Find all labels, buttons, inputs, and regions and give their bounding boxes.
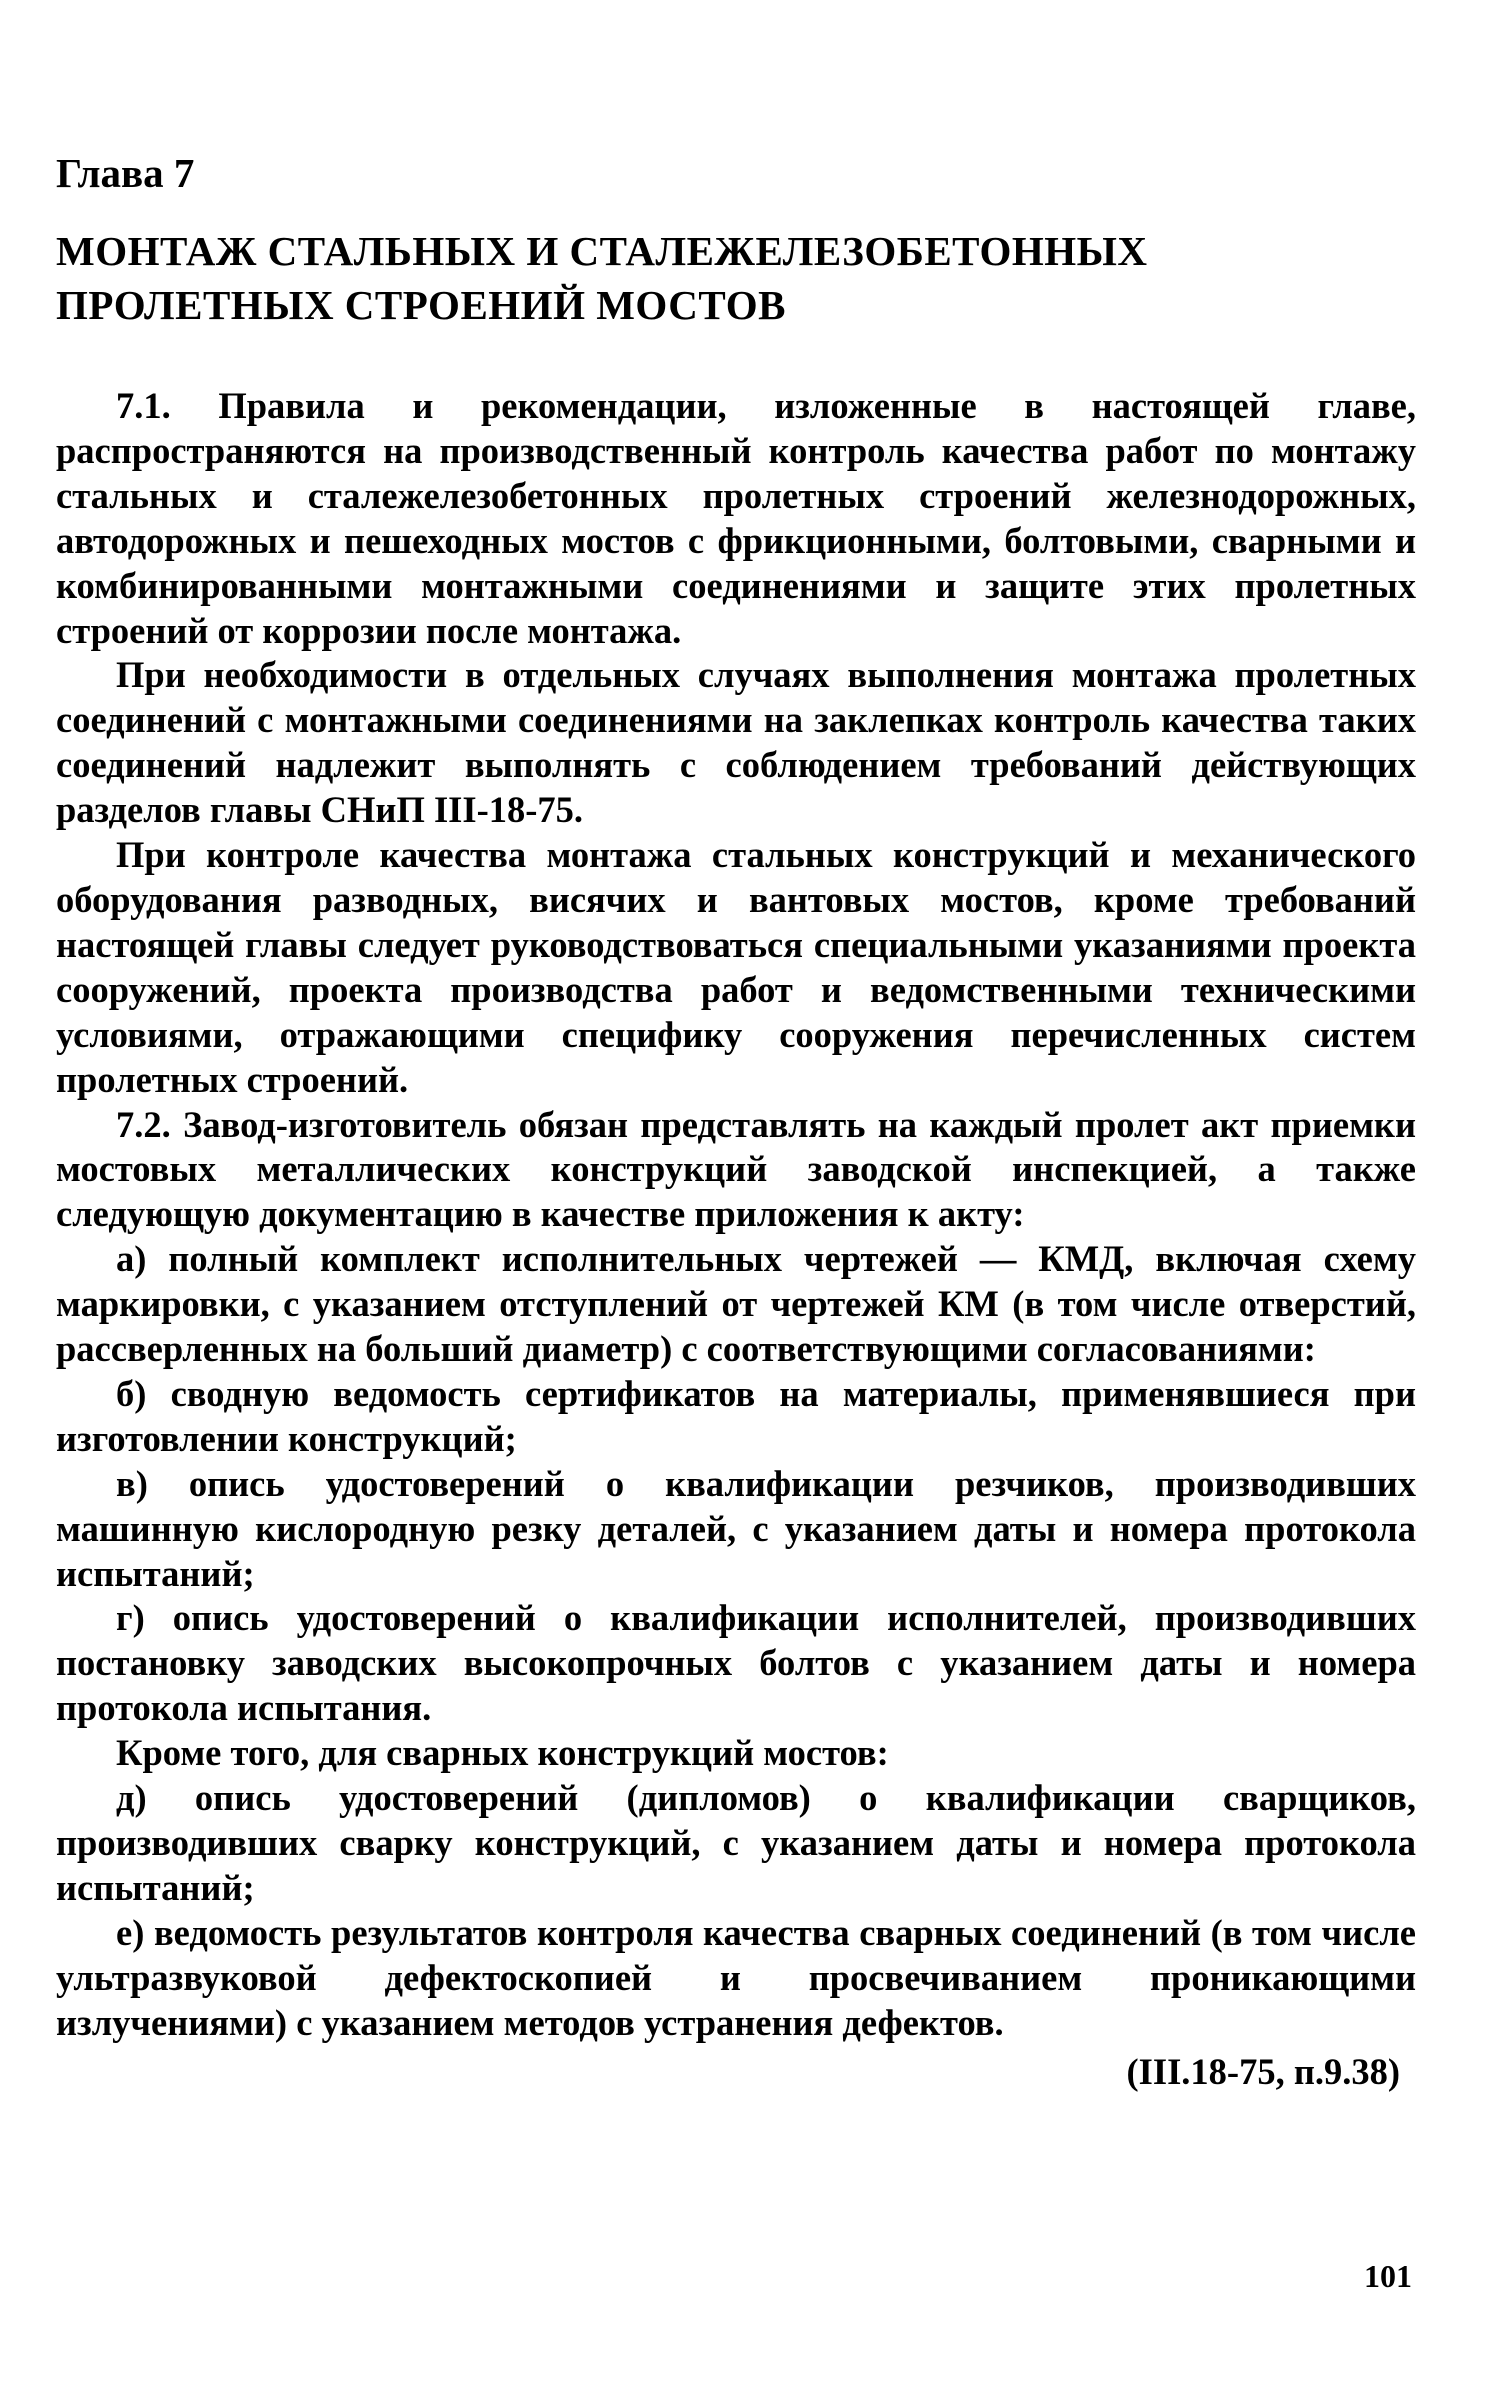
reference-citation: (III.18-75, п.9.38) — [1126, 2050, 1400, 2092]
paragraph: При необходимости в отдельных случаях выполнения монтажа пролетных соединений с монтажными соединениями на заклепках контроль качества таких соединений надлежит выполнять с соблюдением требований действующих разделов главы СНиП III-18-75. — [56, 654, 1416, 831]
paragraph: Кроме того, для сварных конструкций мостов: — [116, 1732, 889, 1774]
chapter-label: Глава 7 — [56, 150, 195, 196]
list-item-e: е) ведомость результатов контроля качества сварных соединений (в том числе ультразвуковой дефектоскопией и просвечиванием проникающими излучениями) с указанием методов устранения дефектов. — [56, 1911, 1416, 2043]
chapter-title-line-2: ПРОЛЕТНЫХ СТРОЕНИЙ МОСТОВ — [56, 282, 786, 328]
chapter-title-line-1: МОНТАЖ СТАЛЬНЫХ И СТАЛЕЖЕЛЕЗОБЕТОННЫХ — [56, 228, 1148, 274]
chapter-title — [56, 224, 1396, 332]
list-item-d: д) опись удостоверений (дипломов) о квалификации сварщиков, производивших сварку конструкций, с указанием даты и номера протокола испытаний; — [56, 1777, 1416, 1908]
paragraph-7-1: 7.1. Правила и рекомендации, изложенные в настоящей главе, распространяются на производственный контроль качества работ по монтажу стальных и сталежелезобетонных пролетных строений железнодорожных, автодорожных и пешеходных мостов с фрикционными, болтовыми, сварными и комбинированными монтажными соединениями и защите этих пролетных строений от коррозии после монтажа. — [56, 385, 1416, 651]
list-item-b: б) сводную ведомость сертификатов на материалы, применявшиеся при изготовлении конструкций; — [56, 1372, 1416, 1459]
list-item-v: в) опись удостоверений о квалификации резчиков, производивших машинную кислородную резку деталей, с указанием даты и номера протокола испытаний; — [56, 1462, 1416, 1594]
list-item-a: а) полный комплект исполнительных чертежей — КМД, включая схему маркировки, с указанием отступлений от чертежей КМ (в том числе отверстий, рассверленных на больший диаметр) с соответствующими согласованиями: — [56, 1238, 1416, 1370]
list-item-g: г) опись удостоверений о квалификации исполнителей, производивших постановку заводских высокопрочных болтов с указанием даты и номера протокола испытания. — [56, 1597, 1416, 1729]
page-number: 101 — [1364, 2258, 1412, 2294]
paragraph: При контроле качества монтажа стальных конструкций и механического оборудования разводных, висячих и вантовых мостов, кроме требований настоящей главы следует руководствоваться специальными указаниями проекта сооружений, проекта производства работ и ведомственными техническими условиями, отражающими специфику сооружения перечисленных систем пролетных строений. — [56, 834, 1416, 1100]
paragraph-7-2: 7.2. Завод-изготовитель обязан представлять на каждый пролет акт приемки мостовых металлических конструкций заводской инспекцией, а также следующую документацию в качестве приложения к акту: — [56, 1103, 1416, 1235]
body-text — [56, 384, 1416, 2094]
